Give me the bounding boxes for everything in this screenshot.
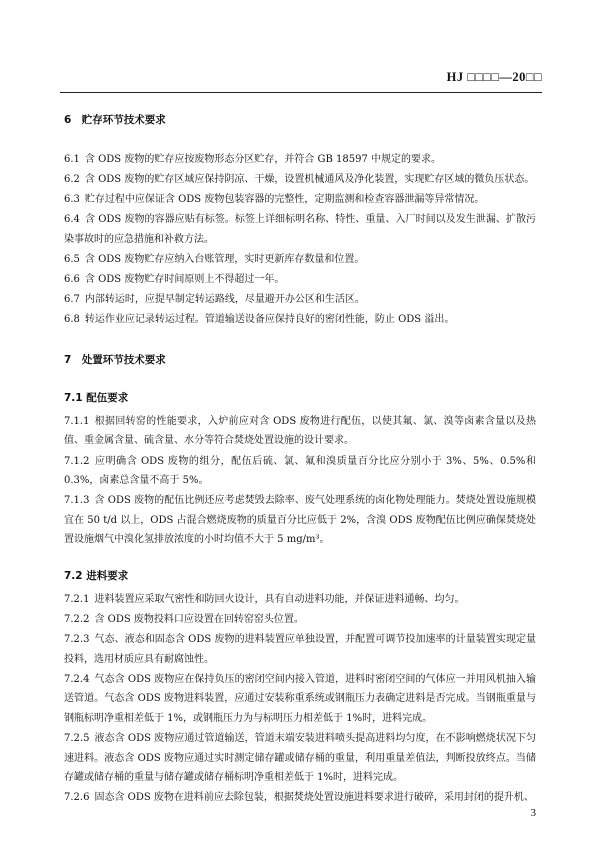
clause-number: 6.6: [64, 274, 80, 286]
clause-number: 6.1: [64, 154, 80, 165]
clause-text: 含 ODS 废物的贮存应按废物形态分区贮存，并符合 GB 18597 中规定的要求。: [84, 154, 442, 165]
section-7-title: 7 处置环节技术要求: [64, 353, 166, 366]
clause-paragraph: [64, 170, 536, 190]
clause-number: 7.2.6: [64, 792, 90, 804]
clause-text: 贮存过程中应保证含 ODS 废物包装容器的完整性，定期监测和检查容器泄漏等异常情况。: [84, 194, 485, 206]
clause-number: 7.1.1: [64, 415, 90, 427]
section-6-title: 6 贮存环节技术要求: [64, 114, 166, 126]
clause-number: 6.5: [64, 253, 80, 265]
clause-number: 7.2.4: [64, 673, 90, 685]
clause-paragraph: [64, 788, 536, 808]
clause-number: 6.4: [64, 214, 80, 226]
clause-paragraph: [64, 210, 536, 249]
clause-text: 含 ODS 废物贮存应纳入台账管理，实时更新库存数量和位置。: [84, 253, 365, 265]
clause-text: 固态含 ODS 废物在进料前应去除包装，根据焚烧处置设施进料要求进行破碎，采用封闭的提升机、: [94, 792, 534, 804]
clause-text: 进料装置应采取气密性和防回火设计，具有自动进料功能，并保证进料通畅、均匀。: [94, 594, 465, 605]
clause-number: 7.2.3: [64, 634, 90, 646]
clause-paragraph: [64, 250, 536, 270]
clause-paragraph: [64, 290, 536, 310]
clause-paragraph: [64, 630, 536, 669]
clause-number: 7.1.2: [64, 455, 90, 467]
section-6-items: [64, 150, 536, 330]
clause-text: 含 ODS 废物的贮存区域应保持阴凉、干燥，设置机械通风及净化装置，实现贮存区域的微负压状态。: [84, 174, 535, 186]
clause-paragraph: [64, 310, 536, 330]
clause-text: 气态含 ODS 废物应在保持负压的密闭空间内接入管道，进料时密闭空间的气体应一并用风机抽入输送管道。气态含 ODS 废物进料装置，应通过安装称重系统或钢瓶压力表确定进料是否完成。当钢瓶重量与钢瓶标明净重相差低于 1%，或钢瓶压力为与标明压力相差低于 1%时，进料完成。: [64, 673, 536, 725]
clause-paragraph: [64, 670, 536, 729]
header-rule: [60, 92, 542, 93]
standard-code-header: HJ □□□□—20□□: [446, 70, 542, 84]
page-number: 3: [530, 807, 536, 819]
clause-paragraph: [64, 270, 536, 290]
clause-number: 7.2.1: [64, 594, 90, 605]
clause-paragraph: [64, 729, 536, 788]
clause-paragraph: [64, 590, 536, 610]
clause-text: 含 ODS 废物投料口应设置在回转窑窑头位置。: [94, 614, 304, 626]
page-content: [64, 112, 536, 809]
clause-number: 6.7: [64, 294, 80, 306]
clause-number: 7.1.3: [64, 495, 90, 507]
clause-text: 液态含 ODS 废物应通过管道输送，管道末端安装进料喷头提高进料均匀度，在不影响燃烧状况下匀速进料。液态含 ODS 废物应通过实时测定储存罐或储存桶的重量，利用重量差值法，判断投放终点。当储存罐或储存桶的重量与储存罐或储存桶标明净重相差低于 1%时，进料完成。: [64, 733, 536, 784]
section-7-2-title: 7.2 进料要求: [64, 570, 129, 582]
clause-text: 内部转运时，应提早制定转运路线，尽量避开办公区和生活区。: [84, 294, 365, 306]
clause-number: 6.3: [64, 194, 80, 206]
clause-text: 应明确含 ODS 废物的组分，配伍后硫、氯、氟和溴质量百分比应分别小于 3%、5%、0.5%和 0.3%，卤素总含量不高于 5%。: [64, 455, 536, 487]
clause-number: 6.2: [64, 174, 80, 186]
section-7-1-items: [64, 412, 536, 550]
clause-paragraph: [64, 452, 536, 491]
clause-text: 转运作业应记录转运过程。管道输送设备应保持良好的密闭性能，防止 ODS 溢出。: [84, 314, 455, 326]
section-7-1-title: 7.1 配伍要求: [64, 391, 129, 404]
clause-number: 7.2.5: [64, 733, 90, 745]
clause-number: 7.2.2: [64, 614, 90, 626]
clause-text: 含 ODS 废物贮存时间原则上不得超过一年。: [84, 274, 285, 286]
clause-text: 含 ODS 废物的配伍比例还应考虑焚毁去除率、废气处理系统的卤化物处理能力。焚烧处置设施规模宜在 50 t/d 以上，ODS 占混合燃烧废物的质量百分比应低于 2%，含溴 ODS 废物配伍比例应确保焚烧处置设施烟气中溴化氢排放浓度的小时均值不大于 5 mg/m³。: [64, 495, 536, 546]
clause-text: 根据回转窑的性能要求，入炉前应对含 ODS 废物进行配伍，以使其氟、氯、溴等卤素含量以及热值、重金属含量、硫含量、水分等符合焚烧处置设施的设计要求。: [64, 415, 536, 447]
clause-number: 6.8: [64, 314, 80, 326]
clause-text: 气态、液态和固态含 ODS 废物的进料装置应单独设置，并配置可调节投加速率的计量装置实现定量投料，选用材质应具有耐腐蚀性。: [64, 634, 536, 665]
clause-text: 含 ODS 废物的容器应贴有标签。标签上详细标明名称、特性、重量、入厂时间以及发生泄漏、扩散污染事故时的应急措施和补救方法。: [64, 214, 536, 245]
clause-paragraph: [64, 150, 536, 170]
clause-paragraph: [64, 491, 536, 550]
clause-paragraph: [64, 412, 536, 451]
section-7-2-items: [64, 590, 536, 808]
clause-paragraph: [64, 610, 536, 630]
clause-paragraph: [64, 190, 536, 210]
